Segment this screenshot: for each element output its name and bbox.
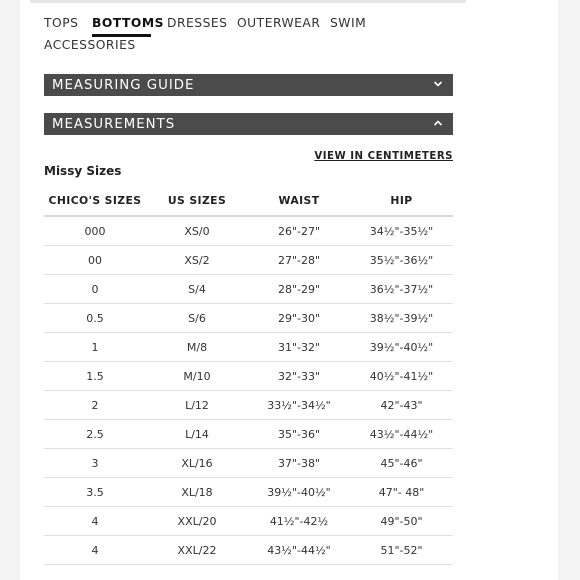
cell-waist: 29"-30" (248, 304, 350, 333)
cell-chicos-size: 0 (44, 275, 146, 304)
cell-hip: 39½"-40½" (350, 333, 453, 362)
cell-us-size: XS/2 (146, 246, 248, 275)
cell-chicos-size: 2 (44, 391, 146, 420)
cell-waist: 28"-29" (248, 275, 350, 304)
cell-waist: 27"-28" (248, 246, 350, 275)
cell-waist: 31"-32" (248, 333, 350, 362)
table-row (44, 362, 453, 391)
cell-us-size: XXL/22 (146, 536, 248, 565)
header-hip: HIP (350, 186, 453, 216)
cell-us-size: S/4 (146, 275, 248, 304)
top-divider (30, 0, 466, 3)
cell-us-size: M/10 (146, 362, 248, 391)
tab-dresses[interactable]: DRESSES (167, 16, 228, 30)
accordion-label: MEASUREMENTS (52, 116, 176, 132)
tab-bottoms[interactable]: BOTTOMS (92, 16, 164, 30)
header-chicos-sizes: CHICO'S SIZES (44, 186, 146, 216)
cell-us-size: XL/18 (146, 478, 248, 507)
size-chart-table (44, 186, 453, 565)
cell-us-size: L/12 (146, 391, 248, 420)
cell-hip: 45"-46" (350, 449, 453, 478)
chevron-up-icon (432, 117, 444, 129)
cell-hip: 38½"-39½" (350, 304, 453, 333)
table-row (44, 420, 453, 449)
right-margin (558, 0, 580, 580)
cell-chicos-size: 4 (44, 536, 146, 565)
cell-us-size: XS/0 (146, 216, 248, 246)
measuring-guide-accordion[interactable] (44, 74, 453, 96)
cell-waist: 35"-36" (248, 420, 350, 449)
cell-us-size: XL/16 (146, 449, 248, 478)
cell-chicos-size: 3.5 (44, 478, 146, 507)
table-header-row (44, 186, 453, 216)
cell-us-size: L/14 (146, 420, 248, 449)
measurements-accordion[interactable] (44, 113, 453, 135)
cell-waist: 26"-27" (248, 216, 350, 246)
table-row (44, 507, 453, 536)
view-in-centimeters-link[interactable]: VIEW IN CENTIMETERS (314, 151, 453, 162)
section-title: Missy Sizes (44, 164, 122, 178)
cell-waist: 32"-33" (248, 362, 350, 391)
table-row (44, 275, 453, 304)
table-row (44, 216, 453, 246)
chevron-down-icon (432, 78, 444, 90)
cell-chicos-size: 00 (44, 246, 146, 275)
tab-outerwear[interactable]: OUTERWEAR (237, 16, 321, 30)
left-margin (0, 0, 20, 580)
table-row (44, 478, 453, 507)
cell-us-size: XXL/20 (146, 507, 248, 536)
tab-swim[interactable]: SWIM (330, 16, 367, 30)
cell-hip: 35½"-36½" (350, 246, 453, 275)
cell-us-size: S/6 (146, 304, 248, 333)
table-row (44, 391, 453, 420)
size-section-header (44, 150, 453, 180)
cell-waist: 37"-38" (248, 449, 350, 478)
cell-chicos-size: 0.5 (44, 304, 146, 333)
cell-waist: 43½"-44½" (248, 536, 350, 565)
table-row (44, 449, 453, 478)
cell-hip: 49"-50" (350, 507, 453, 536)
cell-hip: 34½"-35½" (350, 216, 453, 246)
cell-us-size: M/8 (146, 333, 248, 362)
cell-waist: 41½"-42½ (248, 507, 350, 536)
cell-hip: 42"-43" (350, 391, 453, 420)
cell-chicos-size: 1 (44, 333, 146, 362)
table-row (44, 304, 453, 333)
cell-hip: 36½"-37½" (350, 275, 453, 304)
cell-hip: 47"- 48" (350, 478, 453, 507)
table-row (44, 536, 453, 565)
tab-accessories[interactable]: ACCESSORIES (44, 38, 136, 52)
header-waist: WAIST (248, 186, 350, 216)
cell-chicos-size: 4 (44, 507, 146, 536)
cell-chicos-size: 000 (44, 216, 146, 246)
cell-chicos-size: 1.5 (44, 362, 146, 391)
accordion-label: MEASURING GUIDE (52, 77, 195, 93)
cell-waist: 39½"-40½" (248, 478, 350, 507)
cell-hip: 43½"-44½" (350, 420, 453, 449)
tab-tops[interactable]: TOPS (44, 16, 79, 30)
cell-waist: 33½"-34½" (248, 391, 350, 420)
table-row (44, 246, 453, 275)
cell-chicos-size: 3 (44, 449, 146, 478)
cell-chicos-size: 2.5 (44, 420, 146, 449)
cell-hip: 51"-52" (350, 536, 453, 565)
active-tab-indicator (92, 34, 151, 37)
table-row (44, 333, 453, 362)
cell-hip: 40½"-41½" (350, 362, 453, 391)
header-us-sizes: US SIZES (146, 186, 248, 216)
